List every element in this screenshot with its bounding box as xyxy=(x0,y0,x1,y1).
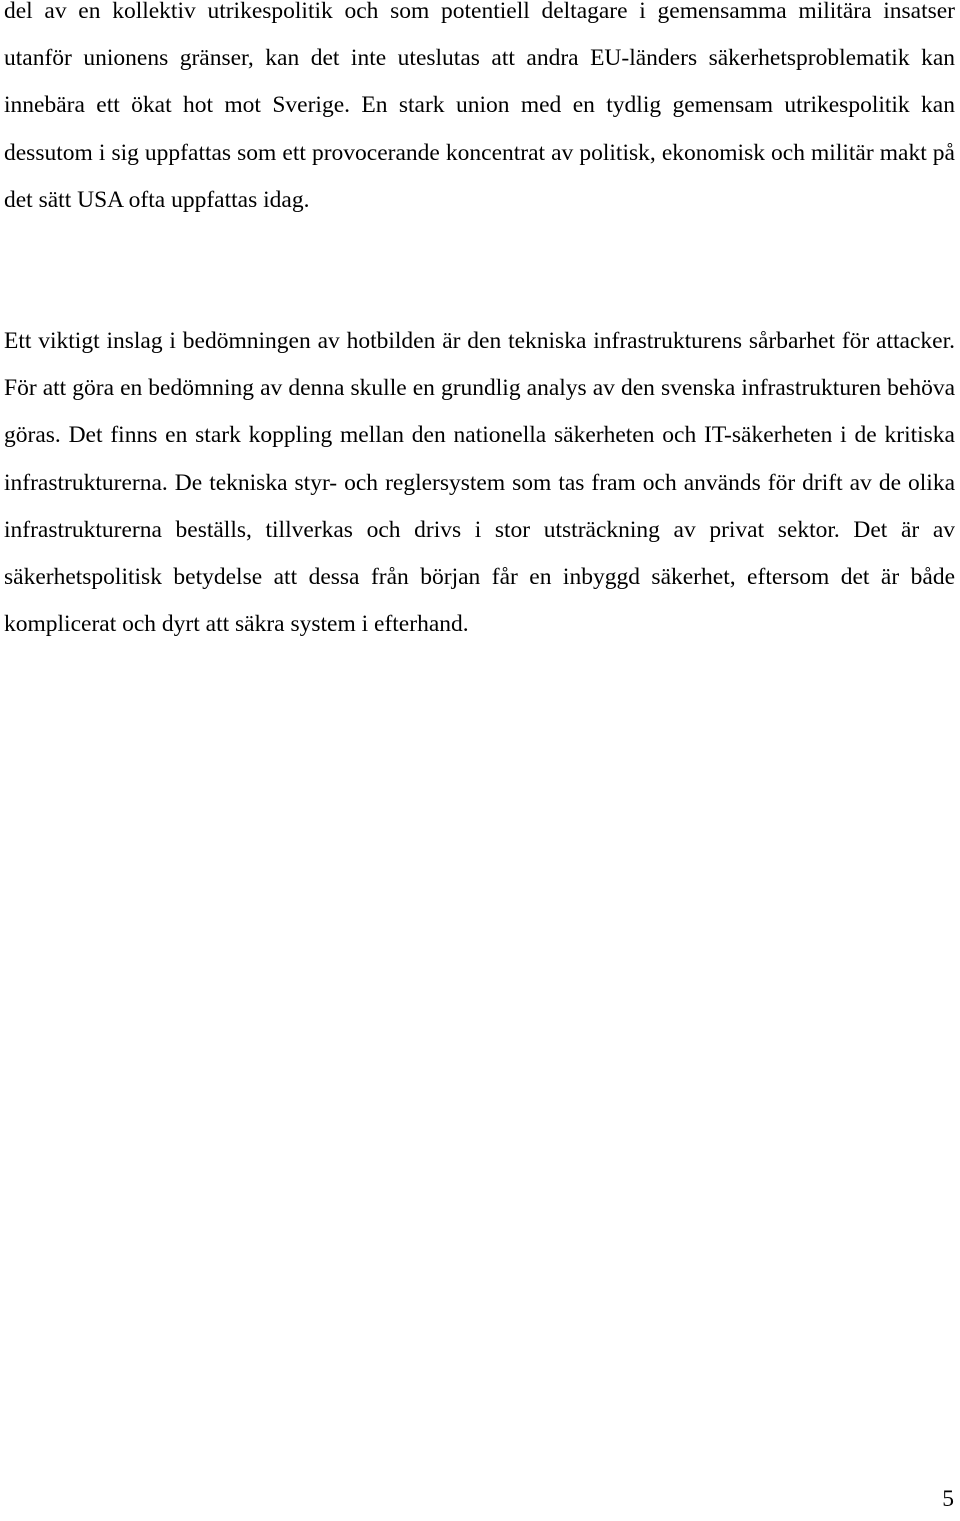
paragraph-eu-security: del av en kollektiv utrikespolitik och som potentiell deltagare i gemensamma militära insatser utanför unionens gränser, kan det inte uteslutas att andra EU-länders säkerhetsproblematik kan innebära ett ökat hot mot Sverige. En stark union med en tydlig gemensam utrikespolitik kan dessutom i sig uppfattas som ett provocerande koncentrat av politisk, ekonomisk och militär makt på det sätt USA ofta uppfattas idag. xyxy=(4,0,955,213)
page-number: 5 xyxy=(942,1486,954,1512)
paragraph-infrastructure: Ett viktigt inslag i bedömningen av hotbilden är den tekniska infrastrukturens sårbarhet för attacker. För att göra en bedömning av denna skulle en grundlig analys av den svenska infrastrukturen behöva göras. Det finns en stark koppling mellan den nationella säkerheten och IT-säkerheten i de kritiska infrastrukturerna. De tekniska styr- och reglersystem som tas fram och används för drift av de olika infrastrukturerna beställs, tillverkas och drivs i stor utsträckning av privat sektor. Det är av säkerhetspolitisk betydelse att dessa från början får en inbyggd säkerhet, eftersom det är både komplicerat och dyrt att säkra system i efterhand. xyxy=(4,328,955,638)
